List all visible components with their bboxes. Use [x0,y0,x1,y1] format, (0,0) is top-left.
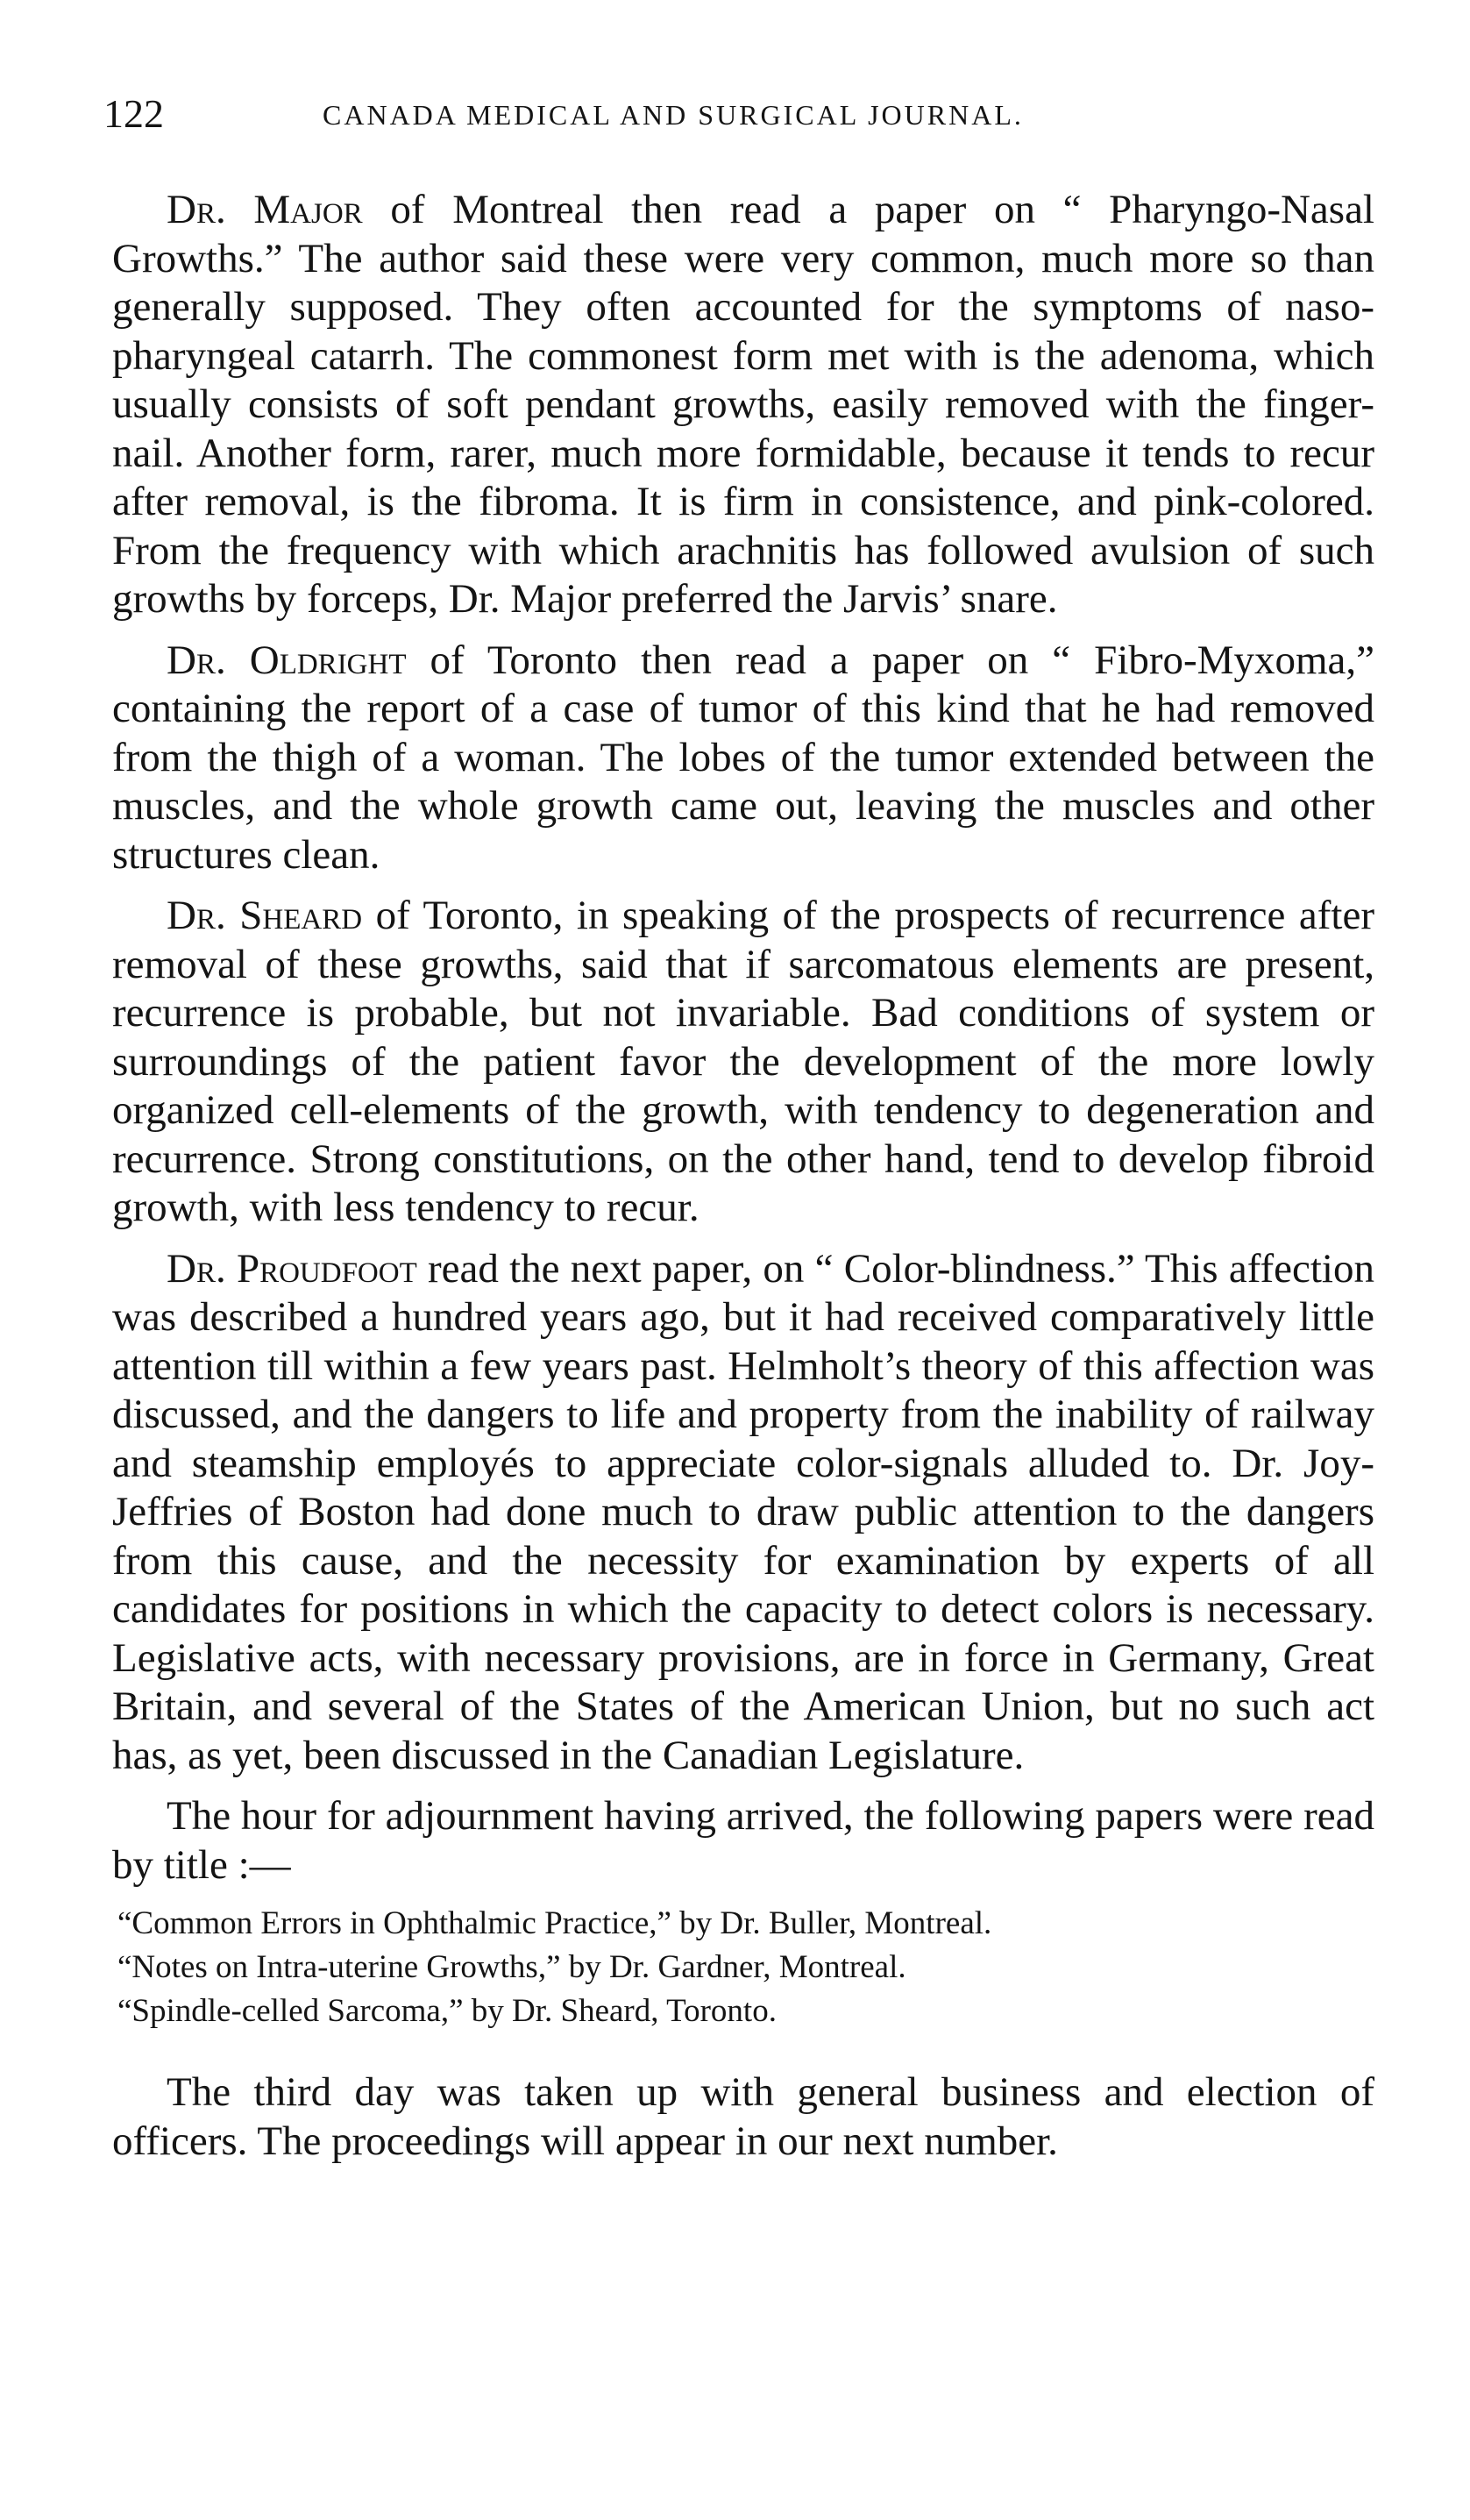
paragraph-text: of Toronto then read a paper on “ Fibro-Myxoma,” containing the report of a case of tumor of this kind that he had removed from the thigh of a woman. The lobes of the tumor extended between the muscles, and the whole growth came out, leaving the muscles and other structures clean. [112,637,1374,878]
paragraph-text: read the next paper, on “ Color-blindness.” This affection was described a hundred years ago, but it had received comparatively little attention till within a few years past. Helmholt’s theory of this affection was discussed, and the dangers to life and property from the inability of railway and steamship employés to appreciate color-signals alluded to. Dr. Joy-Jeffries of Boston had done much to draw public attention to the dangers from this cause, and the necessity for examination by experts of all candidates for positions in which the capacity to detect colors is necessary. Legislative acts, with necessary provisions, are in force in Germany, Great Britain, and several of the States of the American Union, but no such act has, as yet, been discussed in the Canadian Legislature. [112,1245,1374,1778]
list-item: “Common Errors in Ophthalmic Practice,” by Dr. Buller, Montreal. [117,1905,992,1941]
paragraph-text: of Montreal then read a paper on “ Pharyngo-Nasal Growths.” The author said these were very common, much more so than generally supposed. They often accounted for the symptoms of naso-pharyngeal catarrh. The commonest form met with is the adenoma, which usually consists of soft pendant growths, easily removed with the finger-nail. Another form, rarer, much more formidable, because it tends to recur after removal, is the fibroma. It is firm in consistence, and pink-colored. From the frequency with which arachnitis has followed avulsion of such growths by forceps, Dr. Major preferred the Jarvis’ snare. [112,187,1374,622]
speaker-name: Proudfoot [236,1245,417,1292]
list-item: “Spindle-celled Sarcoma,” by Dr. Sheard, Toronto. [117,1993,777,2029]
speaker-prefix: Dr. [167,637,226,683]
paragraph-dr-oldright [112,637,1374,880]
speaker-name: Sheard [239,893,363,938]
article-body [112,186,1374,2178]
paragraph-dr-sheard [112,892,1374,1233]
paragraph-dr-major [112,186,1374,624]
papers-read-by-title-list [112,1902,1374,2033]
speaker-prefix: Dr. [167,187,226,232]
speaker-prefix: Dr. [167,893,226,938]
speaker-name: Oldright [249,637,407,683]
paragraph-text: of Toronto, in speaking of the prospects of recurrence after removal of these growths, said that if sarcomatous elements are present, recurrence is probable, but not invariable. Bad conditions of system or surroundings of the patient favor the development of the more lowly organized cell-elements of the growth, with tendency to degeneration and recurrence. Strong constitutions, on the other hand, tend to develop fibroid growth, with less tendency to recur. [112,893,1374,1230]
paragraph-dr-proudfoot [112,1245,1374,1781]
closing-paragraph: The third day was taken up with general business and election of officers. The proceedings will appear in our next number. [112,2069,1374,2164]
adjournment-paragraph: The hour for adjournment having arrived, the following papers were read by title :— [112,1793,1374,1888]
page-header [103,88,1374,140]
page-number: 122 [103,91,164,136]
running-title: CANADA MEDICAL AND SURGICAL JOURNAL. [323,99,1024,131]
speaker-prefix: Dr. [167,1245,226,1292]
speaker-name: Major [253,187,363,232]
list-item: “Notes on Intra-uterine Growths,” by Dr. Gardner, Montreal. [117,1949,906,1985]
